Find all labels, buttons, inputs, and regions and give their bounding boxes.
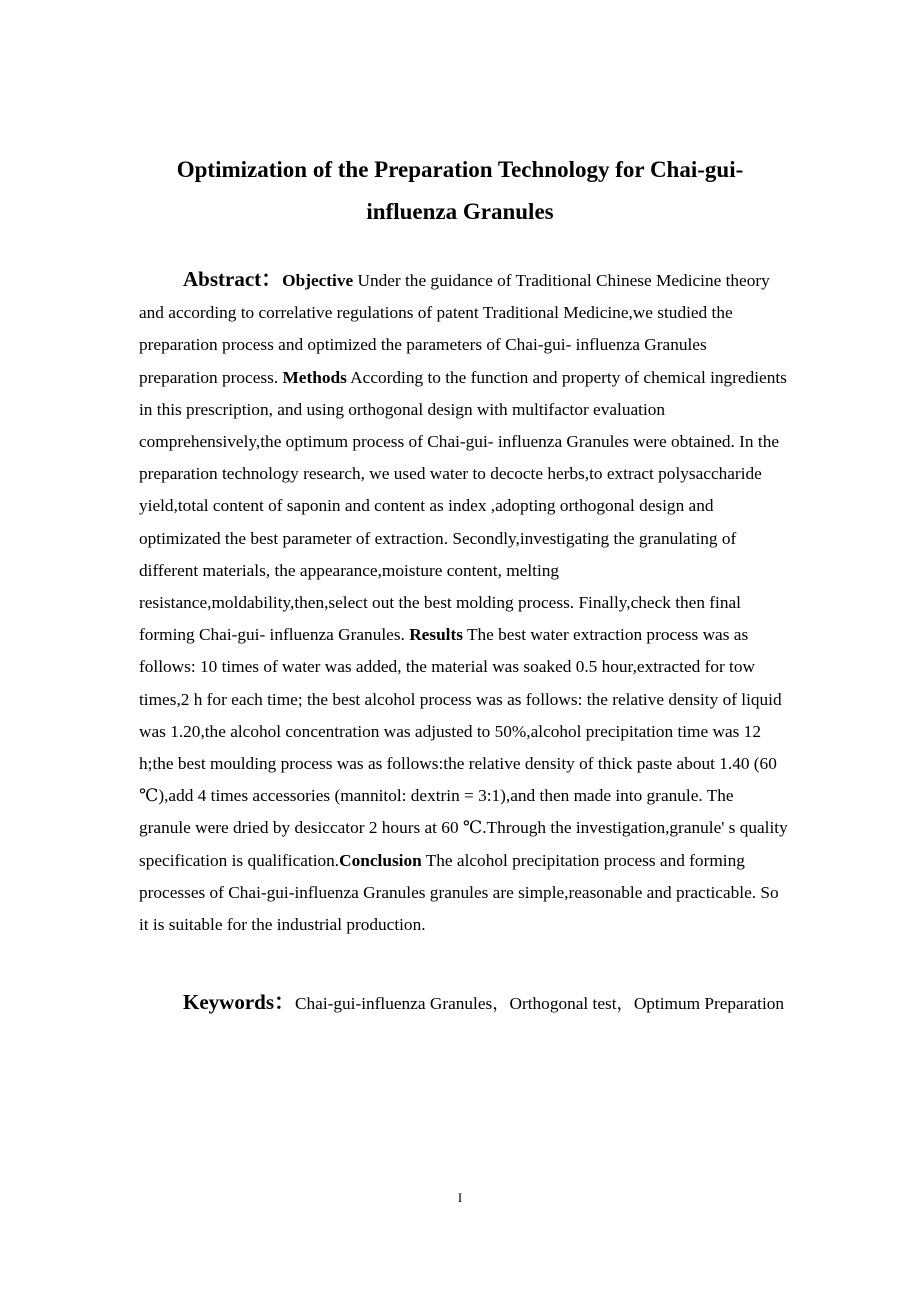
objective-label: Objective (282, 271, 354, 290)
title-line-2: influenza Granules (366, 199, 554, 224)
results-label: Results (409, 625, 463, 645)
methods-text: According to the function and property of chemical ingredients in this prescription, and using orthogonal design with multifactor evaluation comprehensively,the optimum process of Chai-gui- influenza Granules were obtained. In the preparation technology research, we used water to decocte herbs,to extract polysaccharide yield,total content of saponin and content as index ,adopting orthogonal design and optimizated the best parameter of extraction. Secondly,investigating the granulating of different materials, the appearance,moisture content, melting resistance,moldability,then,select out the best molding process. Finally,check then final forming Chai-gui- influenza Granules. (139, 367, 787, 645)
methods-label: Methods (282, 367, 347, 387)
objective-text: Under the guidance of Traditional Chinese Medicine theory and according to correlative regulations of patent Traditional Medicine,we studied the preparation process and optimized the parameters of Chai-gui- influenza Granules preparation process. (139, 271, 770, 387)
conclusion-text: The alcohol precipitation process and forming processes of Chai-gui-influenza Granules granules are simple,reasonable and practicable. So it is suitable for the industrial production. (139, 850, 779, 935)
keywords-label: Keywords： (183, 990, 295, 1014)
keywords-text: Chai-gui-influenza Granules，Orthogonal test，Optimum Preparation (295, 994, 785, 1013)
keywords-section (139, 983, 789, 1023)
page-number: I (457, 1190, 463, 1205)
paper-title (120, 149, 800, 233)
abstract-label: Abstract： (183, 267, 283, 291)
conclusion-label: Conclusion (339, 850, 422, 870)
title-line-1: Optimization of the Preparation Technology for Chai-gui- (176, 157, 744, 182)
results-text: The best water extraction process was as follows: 10 times of water was added, the material was soaked 0.5 hour,extracted for tow times,2 h for each time; the best alcohol process was as follows: the relative density of liquid was 1.20,the alcohol concentration was adjusted to 50%,alcohol precipitation time was 12 h;the best moulding process was as follows:the relative density of thick paste about 1.40 (60 ℃),add 4 times accessories (mannitol: dextrin = 3:1),and then made into granule. The granule were dried by desiccator 2 hours at 60 ℃.Through the investigation,granule' s quality specification is qualification. (139, 625, 788, 870)
abstract-section (139, 263, 789, 941)
